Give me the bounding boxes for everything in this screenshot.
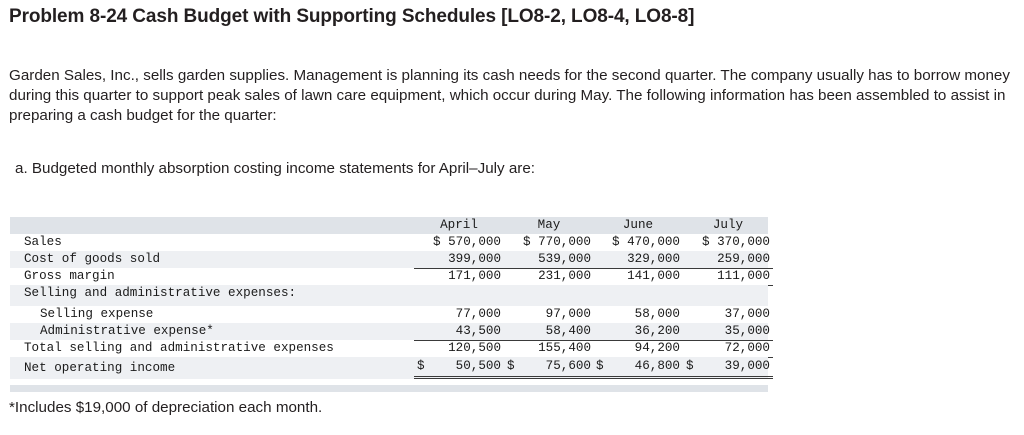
cell: $ 470,000 — [611, 235, 680, 249]
cell: 141,000 — [593, 268, 683, 286]
row-selling-expense — [10, 306, 768, 323]
row-label: Selling expense — [40, 307, 154, 321]
cell: 36,200 — [593, 323, 683, 341]
cell: $ 50,500 — [414, 357, 504, 379]
cell: 259,000 — [683, 251, 773, 269]
col-header-april: April — [440, 218, 478, 232]
cell: $ 39,000 — [683, 357, 773, 379]
cell: $ 770,000 — [522, 235, 591, 249]
cell: 111,000 — [683, 268, 773, 286]
cell: 58,400 — [504, 323, 594, 341]
intro-paragraph: Garden Sales, Inc., sells garden supplies. Management is planning its cash needs for the second quarter. The company usually has to borrow money during this quarter to support peak sales of lawn care equipment, which occur during May. The following information has been assembled to assist in preparing a cash budget for the quarter: — [9, 67, 1010, 124]
cell: 72,000 — [683, 340, 773, 358]
row-label: Selling and administrative expenses: — [24, 286, 297, 300]
cell: $ 570,000 — [432, 235, 501, 249]
cell: 120,500 — [414, 340, 504, 358]
row-label: Total selling and administrative expenses — [24, 341, 334, 355]
cell: 231,000 — [504, 268, 594, 286]
row-sales — [10, 234, 768, 251]
cell: 58,000 — [634, 307, 680, 321]
cell: 77,000 — [455, 307, 501, 321]
col-header-may: May — [537, 218, 561, 232]
row-admin-expense — [10, 323, 768, 340]
cell: 539,000 — [504, 251, 594, 269]
footnote: *Includes $19,000 of depreciation each month. — [9, 399, 323, 416]
cell: 43,500 — [414, 323, 504, 341]
row-label: Sales — [24, 235, 62, 249]
cell: 35,000 — [683, 323, 773, 341]
row-net-operating-income — [10, 357, 768, 379]
cell: $ 46,800 — [593, 357, 683, 379]
row-label: Net operating income — [24, 361, 176, 375]
col-header-june: June — [622, 218, 654, 232]
table-header-row — [10, 217, 768, 234]
row-label: Gross margin — [24, 269, 115, 283]
row-cogs — [10, 251, 768, 268]
cell: $ 370,000 — [701, 235, 770, 249]
row-total-sga — [10, 340, 768, 357]
cell: $ 75,600 — [504, 357, 594, 379]
table-footer-bar — [10, 385, 768, 392]
cell: 155,400 — [504, 340, 594, 358]
problem-title: Problem 8-24 Cash Budget with Supporting Schedules [LO8-2, LO8-4, LO8-8] — [9, 6, 695, 27]
cell: 97,000 — [545, 307, 591, 321]
row-gross-margin — [10, 268, 768, 285]
cell: 37,000 — [724, 307, 770, 321]
row-label: Administrative expense* — [40, 324, 214, 338]
cell: 329,000 — [593, 251, 683, 269]
row-label: Cost of goods sold — [24, 252, 161, 266]
cell: 94,200 — [593, 340, 683, 358]
part-a-heading: a. Budgeted monthly absorption costing income statements for April–July are: — [15, 160, 536, 177]
row-sga-header — [10, 285, 768, 306]
col-header-july: July — [712, 218, 744, 232]
cell: 171,000 — [414, 268, 504, 286]
cell: 399,000 — [414, 251, 504, 269]
